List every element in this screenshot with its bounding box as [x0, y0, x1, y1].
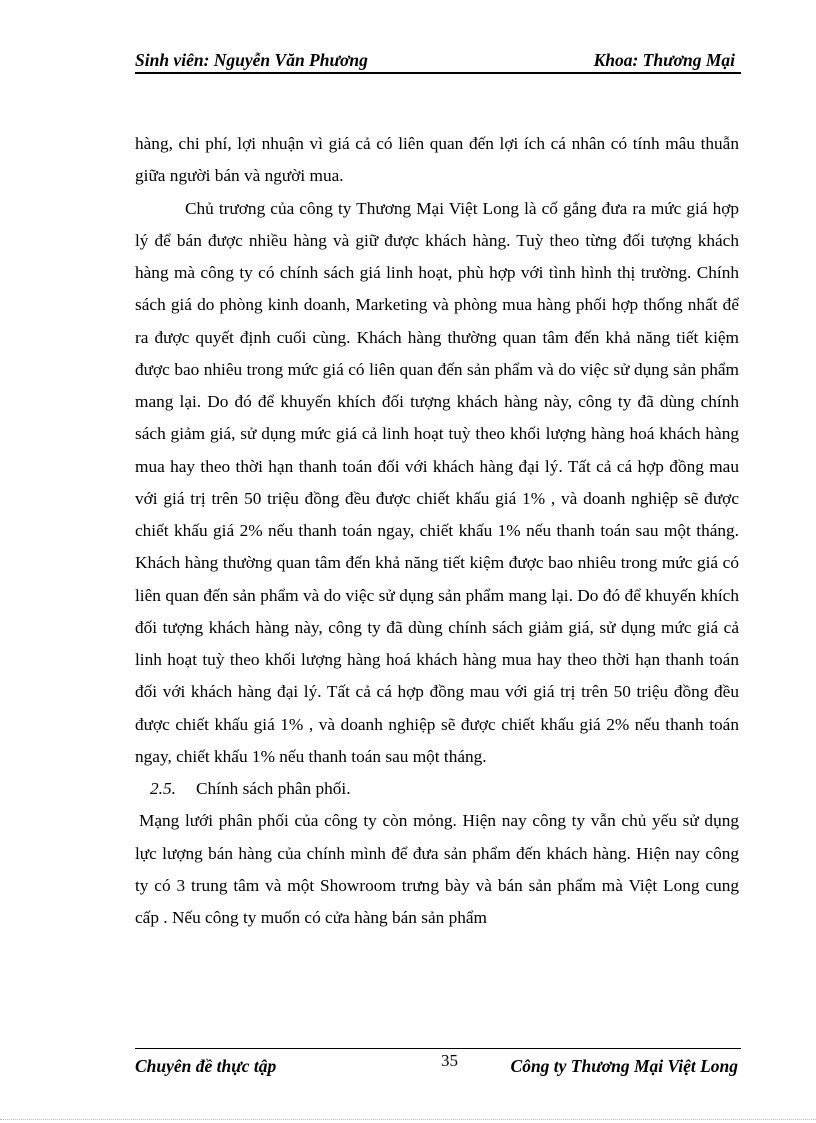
footer-company: Công ty Thương Mại Việt Long: [510, 1056, 738, 1076]
footer-doc-type: Chuyên đề thực tập: [135, 1056, 277, 1076]
page-footer: [135, 1048, 741, 1089]
header-faculty: Khoa: Thương Mại: [593, 50, 735, 70]
paragraph-pricing-policy: Chủ trương của công ty Thương Mại Việt Long là cố gắng đưa ra mức giá hợp lý để bán được nhiều hàng và giữ được khách hàng. Tuỳ theo từng đối tượng khách hàng mà công ty có chính sách giá linh hoạt, phù hợp với tình hình thị trường. Chính sách giá do phòng kinh doanh, Marketing và phòng mua hàng phối hợp thống nhất để ra được quyết định cuối cùng. Khách hàng thường quan tâm đến khả năng tiết kiệm được bao nhiêu trong mức giá có liên quan đến sản phẩm và do việc sử dụng sản phẩm mang lại. Do đó để khuyến khích đối tượng khách hàng này, công ty đã dùng chính sách giảm giá, sử dụng mức giá cả linh hoạt tuỳ theo khối lượng hàng hoá khách hàng mua hay theo thời hạn thanh toán đối với khách hàng đại lý. Tất cả cá hợp đồng mau với giá trị trên 50 triệu đồng đều được chiết khấu giá 1% , và doanh nghiệp sẽ được chiết khấu giá 2% nếu thanh toán ngay, chiết khấu 1% nếu thanh toán sau một tháng. Khách hàng thường quan tâm đến khả năng tiết kiệm được bao nhiêu trong mức giá có liên quan đến sản phẩm và do việc sử dụng sản phẩm mang lại. Do đó để khuyến khích đối tượng khách hàng này, công ty đã dùng chính sách giảm giá, sử dụng mức giá cả linh hoạt tuỳ theo khối lượng hàng hoá khách hàng mua hay theo thời hạn thanh toán đối với khách hàng đại lý. Tất cả cá hợp đồng mau với giá trị trên 50 triệu đồng đều được chiết khấu giá 1% , và doanh nghiệp sẽ được chiết khấu giá 2% nếu thanh toán ngay, chiết khấu 1% nếu thanh toán sau một tháng.: [135, 198, 774, 766]
header-student-name: Sinh viên: Nguyễn Văn Phương: [135, 50, 368, 70]
page-edge-divider: [0, 1119, 816, 1120]
document-body: [135, 128, 774, 934]
paragraph-continuation: hàng, chi phí, lợi nhuận vì giá cả có liên quan đến lợi ích cá nhân có tính mâu thuẫn giữa người bán và người mua.: [135, 134, 739, 186]
page-number: 35: [441, 1051, 458, 1070]
section-title: Chính sách phân phối.: [196, 779, 351, 798]
section-heading: [135, 773, 739, 805]
paragraph-distribution: Mạng lưới phân phối của công ty còn mỏng. Hiện nay công ty vẫn chủ yếu sử dụng lực lượng bán hàng của chính mình để đưa sản phẩm đến khách hàng. Hiện nay công ty có 3 trung tâm và một Showroom trưng bày và bán sản phẩm mà Việt Long cung cấp . Nếu công ty muốn có cửa hàng bán sản phẩm: [135, 811, 739, 927]
section-number: 2.5.: [150, 779, 176, 798]
page-header: [135, 46, 741, 74]
